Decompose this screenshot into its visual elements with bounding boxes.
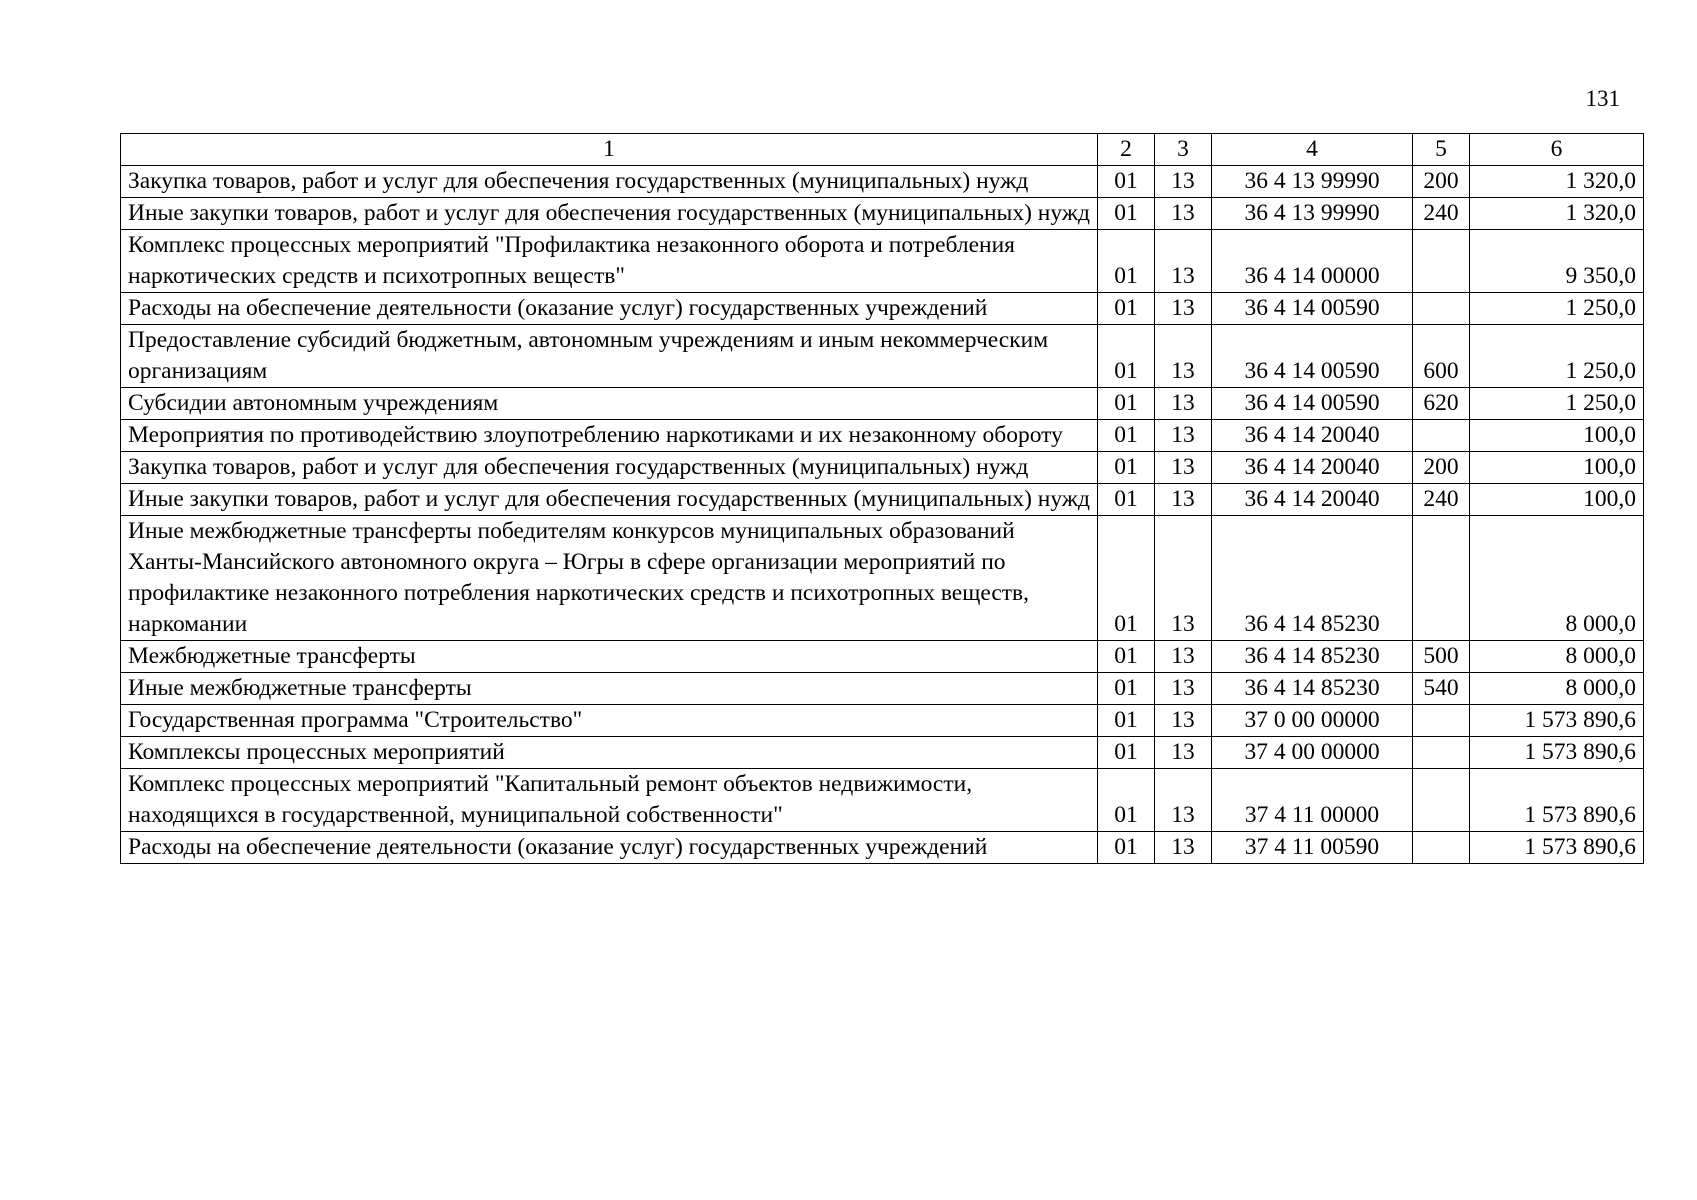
expense-type-cell: 200 — [1413, 452, 1470, 484]
target-article-cell: 36 4 14 85230 — [1212, 516, 1413, 641]
expense-type-cell: 240 — [1413, 198, 1470, 230]
budget-table — [120, 133, 1644, 864]
table-row — [121, 293, 1644, 325]
expenditure-name-cell: Иные межбюджетные трансферты победителям конкурсов муниципальных образований Ханты-Мансийского автономного округа – Югры в сфере организации мероприятий по профилактике незаконного потребления наркотических средств и психотропных веществ, наркомании — [121, 516, 1098, 641]
expense-type-cell — [1413, 832, 1470, 864]
table-row — [121, 166, 1644, 198]
amount-cell: 1 573 890,6 — [1470, 832, 1644, 864]
section-code-cell: 01 — [1098, 452, 1155, 484]
target-article-cell: 36 4 14 20040 — [1212, 484, 1413, 516]
table-row — [121, 325, 1644, 388]
expenditure-name-cell: Предоставление субсидий бюджетным, автономным учреждениям и иным некоммерческим организациям — [121, 325, 1098, 388]
expense-type-cell — [1413, 705, 1470, 737]
subsection-code-cell: 13 — [1155, 673, 1212, 705]
section-code-cell: 01 — [1098, 832, 1155, 864]
expense-type-cell — [1413, 293, 1470, 325]
expenditure-name-cell: Закупка товаров, работ и услуг для обеспечения государственных (муниципальных) нужд — [121, 452, 1098, 484]
table-row — [121, 673, 1644, 705]
target-article-cell: 36 4 14 85230 — [1212, 673, 1413, 705]
amount-cell: 1 250,0 — [1470, 388, 1644, 420]
section-code-cell: 01 — [1098, 705, 1155, 737]
subsection-code-cell: 13 — [1155, 452, 1212, 484]
expenditure-name-cell: Государственная программа "Строительство" — [121, 705, 1098, 737]
target-article-cell: 37 4 00 00000 — [1212, 737, 1413, 769]
amount-cell: 1 573 890,6 — [1470, 705, 1644, 737]
amount-cell: 100,0 — [1470, 484, 1644, 516]
table-row — [121, 452, 1644, 484]
target-article-cell: 36 4 14 00590 — [1212, 325, 1413, 388]
table-row — [121, 769, 1644, 832]
target-article-cell: 37 0 00 00000 — [1212, 705, 1413, 737]
expense-type-cell: 500 — [1413, 641, 1470, 673]
amount-cell: 100,0 — [1470, 452, 1644, 484]
amount-cell: 8 000,0 — [1470, 641, 1644, 673]
expenditure-name-cell: Иные закупки товаров, работ и услуг для обеспечения государственных (муниципальных) нужд — [121, 484, 1098, 516]
amount-cell: 1 320,0 — [1470, 198, 1644, 230]
table-row — [121, 516, 1644, 641]
table-row — [121, 832, 1644, 864]
subsection-code-cell: 13 — [1155, 198, 1212, 230]
target-article-cell: 37 4 11 00590 — [1212, 832, 1413, 864]
subsection-code-cell: 13 — [1155, 516, 1212, 641]
expense-type-cell: 620 — [1413, 388, 1470, 420]
expenditure-name-cell: Иные закупки товаров, работ и услуг для обеспечения государственных (муниципальных) нужд — [121, 198, 1098, 230]
section-code-cell: 01 — [1098, 166, 1155, 198]
section-code-cell: 01 — [1098, 198, 1155, 230]
expenditure-name-cell: Расходы на обеспечение деятельности (оказание услуг) государственных учреждений — [121, 832, 1098, 864]
page-number: 131 — [1585, 86, 1620, 111]
header-cell-1: 1 — [121, 134, 1098, 166]
target-article-cell: 36 4 14 00590 — [1212, 388, 1413, 420]
amount-cell: 1 250,0 — [1470, 293, 1644, 325]
target-article-cell: 36 4 13 99990 — [1212, 166, 1413, 198]
target-article-cell: 36 4 13 99990 — [1212, 198, 1413, 230]
expenditure-name-cell: Мероприятия по противодействию злоупотреблению наркотиками и их незаконному обороту — [121, 420, 1098, 452]
section-code-cell: 01 — [1098, 230, 1155, 293]
expense-type-cell: 540 — [1413, 673, 1470, 705]
expense-type-cell — [1413, 420, 1470, 452]
table-row — [121, 420, 1644, 452]
table-row — [121, 230, 1644, 293]
expense-type-cell: 600 — [1413, 325, 1470, 388]
header-cell-3: 3 — [1155, 134, 1212, 166]
subsection-code-cell: 13 — [1155, 832, 1212, 864]
subsection-code-cell: 13 — [1155, 705, 1212, 737]
header-cell-2: 2 — [1098, 134, 1155, 166]
expenditure-name-cell: Иные межбюджетные трансферты — [121, 673, 1098, 705]
subsection-code-cell: 13 — [1155, 325, 1212, 388]
amount-cell: 1 573 890,6 — [1470, 737, 1644, 769]
section-code-cell: 01 — [1098, 769, 1155, 832]
expense-type-cell: 240 — [1413, 484, 1470, 516]
amount-cell: 8 000,0 — [1470, 673, 1644, 705]
expenditure-name-cell: Расходы на обеспечение деятельности (оказание услуг) государственных учреждений — [121, 293, 1098, 325]
table-row — [121, 641, 1644, 673]
amount-cell: 1 250,0 — [1470, 325, 1644, 388]
table-row — [121, 388, 1644, 420]
target-article-cell: 36 4 14 85230 — [1212, 641, 1413, 673]
target-article-cell: 37 4 11 00000 — [1212, 769, 1413, 832]
subsection-code-cell: 13 — [1155, 484, 1212, 516]
section-code-cell: 01 — [1098, 673, 1155, 705]
section-code-cell: 01 — [1098, 641, 1155, 673]
subsection-code-cell: 13 — [1155, 420, 1212, 452]
section-code-cell: 01 — [1098, 388, 1155, 420]
target-article-cell: 36 4 14 20040 — [1212, 452, 1413, 484]
target-article-cell: 36 4 14 00590 — [1212, 293, 1413, 325]
table-body — [121, 166, 1644, 864]
table-row — [121, 484, 1644, 516]
expense-type-cell — [1413, 516, 1470, 641]
header-cell-6: 6 — [1470, 134, 1644, 166]
table-row — [121, 737, 1644, 769]
subsection-code-cell: 13 — [1155, 769, 1212, 832]
subsection-code-cell: 13 — [1155, 166, 1212, 198]
amount-cell: 1 320,0 — [1470, 166, 1644, 198]
amount-cell: 9 350,0 — [1470, 230, 1644, 293]
amount-cell: 1 573 890,6 — [1470, 769, 1644, 832]
subsection-code-cell: 13 — [1155, 641, 1212, 673]
expenditure-name-cell: Субсидии автономным учреждениям — [121, 388, 1098, 420]
subsection-code-cell: 13 — [1155, 293, 1212, 325]
expense-type-cell — [1413, 769, 1470, 832]
subsection-code-cell: 13 — [1155, 388, 1212, 420]
header-cell-5: 5 — [1413, 134, 1470, 166]
subsection-code-cell: 13 — [1155, 230, 1212, 293]
table-row — [121, 198, 1644, 230]
expenditure-name-cell: Комплексы процессных мероприятий — [121, 737, 1098, 769]
section-code-cell: 01 — [1098, 420, 1155, 452]
expense-type-cell — [1413, 737, 1470, 769]
expense-type-cell — [1413, 230, 1470, 293]
target-article-cell: 36 4 14 20040 — [1212, 420, 1413, 452]
section-code-cell: 01 — [1098, 325, 1155, 388]
expenditure-name-cell: Комплекс процессных мероприятий "Профилактика незаконного оборота и потребления наркотических средств и психотропных веществ" — [121, 230, 1098, 293]
section-code-cell: 01 — [1098, 293, 1155, 325]
expenditure-name-cell: Закупка товаров, работ и услуг для обеспечения государственных (муниципальных) нужд — [121, 166, 1098, 198]
section-code-cell: 01 — [1098, 737, 1155, 769]
subsection-code-cell: 13 — [1155, 737, 1212, 769]
amount-cell: 100,0 — [1470, 420, 1644, 452]
section-code-cell: 01 — [1098, 484, 1155, 516]
header-cell-4: 4 — [1212, 134, 1413, 166]
section-code-cell: 01 — [1098, 516, 1155, 641]
expenditure-name-cell: Межбюджетные трансферты — [121, 641, 1098, 673]
expense-type-cell: 200 — [1413, 166, 1470, 198]
amount-cell: 8 000,0 — [1470, 516, 1644, 641]
header-row — [121, 134, 1644, 166]
expenditure-name-cell: Комплекс процессных мероприятий "Капитальный ремонт объектов недвижимости, находящихся в государственной, муниципальной собственности" — [121, 769, 1098, 832]
target-article-cell: 36 4 14 00000 — [1212, 230, 1413, 293]
table-row — [121, 705, 1644, 737]
